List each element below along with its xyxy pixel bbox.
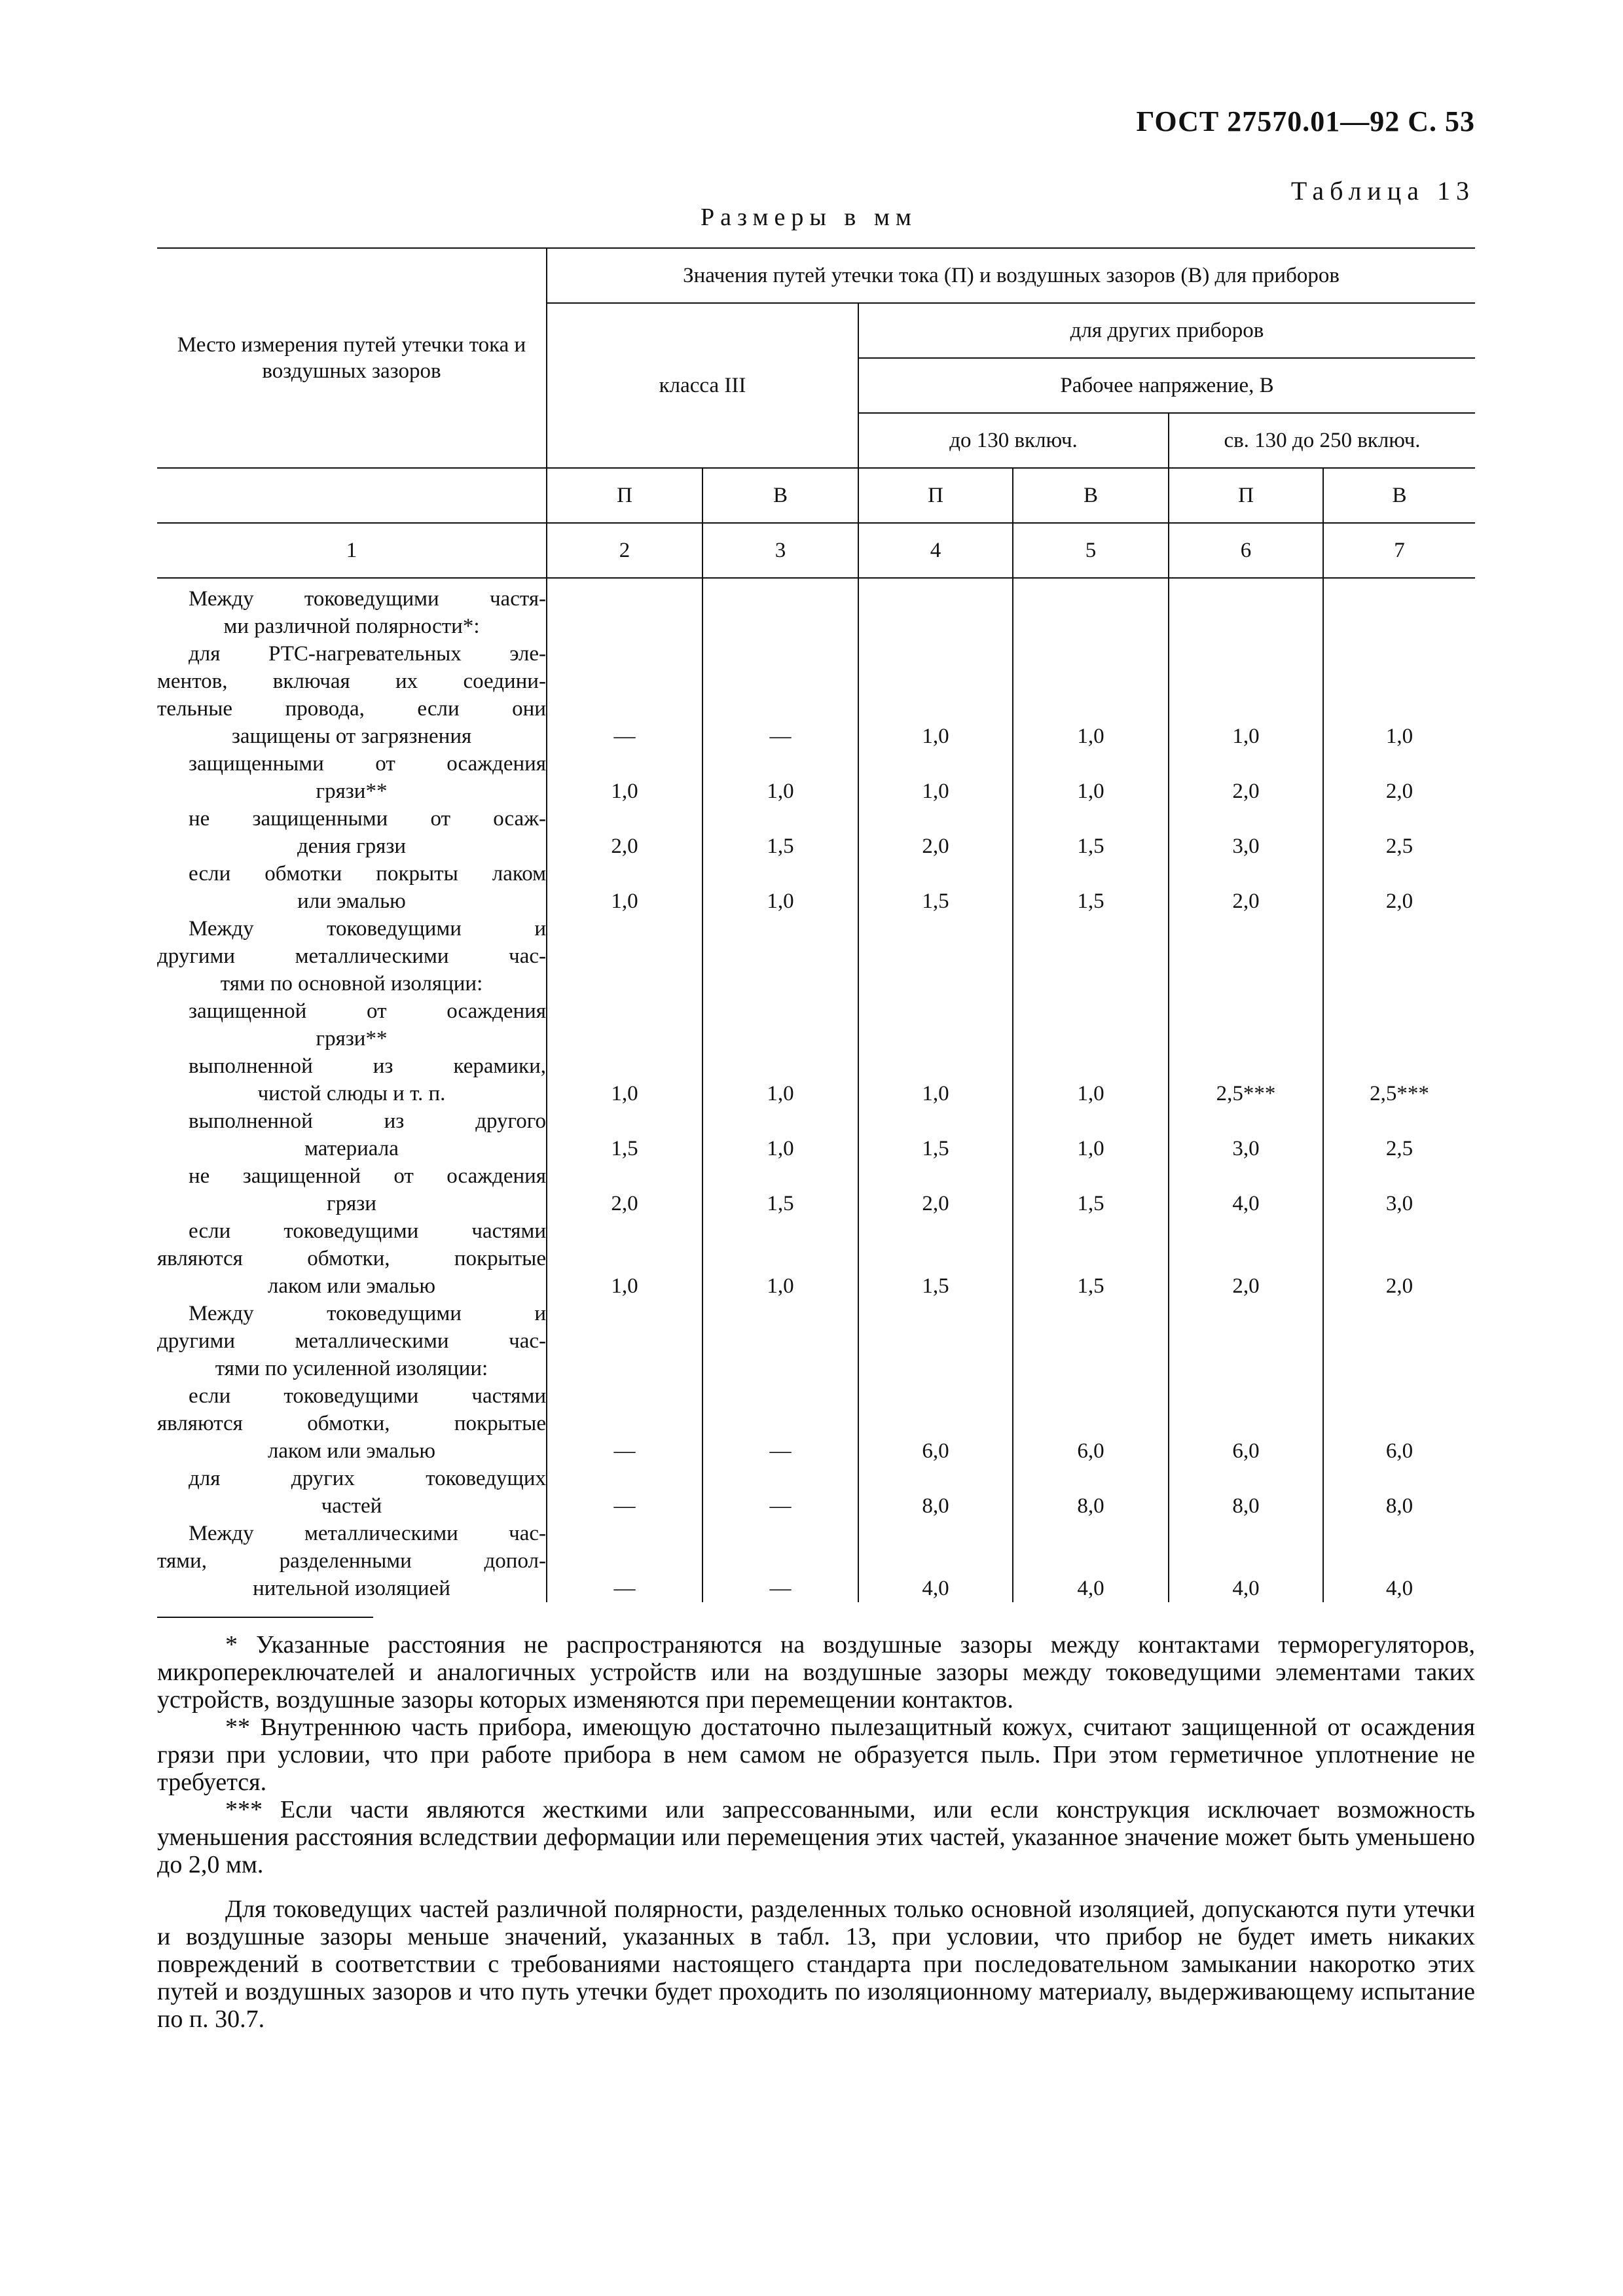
table-row (157, 1052, 1475, 1107)
value (1324, 1355, 1475, 1382)
description-line: защищены от загрязнения (231, 725, 472, 748)
value (1013, 613, 1168, 640)
value: 4,0 (922, 1577, 949, 1600)
units-caption: Размеры в мм (701, 204, 917, 231)
value: 1,0 (1385, 725, 1413, 748)
row-description (157, 1217, 547, 1300)
row-description (157, 1107, 547, 1162)
value: 3,0 (1232, 834, 1260, 858)
value: 1,0 (767, 889, 794, 913)
value (703, 613, 858, 640)
page-header: ГОСТ 27570.01—92 С. 53 (1136, 105, 1475, 137)
v-header: В (1013, 468, 1169, 523)
value (859, 613, 1012, 640)
value-cell (1323, 1107, 1475, 1162)
value-cell (1013, 1162, 1169, 1217)
value-cell (1013, 915, 1169, 997)
description-line: защищенными от осаждения (189, 752, 546, 776)
table-row (157, 1520, 1475, 1602)
table-row (157, 860, 1475, 915)
value-cell (1169, 1107, 1323, 1162)
value: 6,0 (1385, 1439, 1413, 1463)
value: — (613, 1494, 636, 1518)
value: 1,0 (611, 889, 638, 913)
row-description (157, 860, 547, 915)
value-cell (858, 1300, 1013, 1382)
table-row (157, 750, 1475, 805)
value: 1,0 (767, 780, 794, 803)
value-cell (702, 1520, 858, 1602)
value: 2,0 (1232, 1274, 1260, 1298)
value-cell (1169, 915, 1323, 997)
value-cell (547, 805, 702, 860)
description-line: ми различной полярности*: (223, 615, 480, 638)
value (859, 1025, 1012, 1052)
value: — (769, 1577, 792, 1600)
value: 1,0 (767, 1082, 794, 1105)
value-cell (1323, 805, 1475, 860)
value-cell (547, 1520, 702, 1602)
other-devices-header: для других приборов (858, 303, 1475, 358)
value-cell (1169, 1052, 1323, 1107)
value-cell (1013, 805, 1169, 860)
value: 1,0 (767, 1274, 794, 1298)
description-line: защищенной от осаждения (189, 999, 546, 1023)
value-cell (1013, 1107, 1169, 1162)
description-line: грязи** (316, 1027, 388, 1050)
value-cell (702, 1300, 858, 1382)
value-cell (1323, 915, 1475, 997)
value-cell (858, 1382, 1013, 1465)
value: 2,0 (1385, 1274, 1413, 1298)
table-row (157, 640, 1475, 750)
value: 2,5 (1385, 834, 1413, 858)
value-cell (1323, 1300, 1475, 1382)
value (1169, 613, 1322, 640)
value: — (613, 1577, 636, 1600)
value-cell (1169, 805, 1323, 860)
description-line: если обмотки покрыты лаком (189, 862, 546, 886)
value (1324, 613, 1475, 640)
value-cell (547, 915, 702, 997)
value-cell (547, 1217, 702, 1300)
group-header: Значения путей утечки тока (П) и воздушных зазоров (В) для приборов (547, 248, 1475, 303)
value-cell (547, 1382, 702, 1465)
value (547, 613, 702, 640)
value-cell (547, 1107, 702, 1162)
table-row (157, 1465, 1475, 1520)
value-cell (1169, 1162, 1323, 1217)
voltage-range-1: до 130 включ. (858, 413, 1169, 468)
value (547, 970, 702, 997)
value (703, 1355, 858, 1382)
value (1013, 970, 1168, 997)
row-description (157, 1162, 547, 1217)
description-line: тями, разделенными допол- (157, 1549, 546, 1573)
value: 6,0 (922, 1439, 949, 1463)
value-cell (1323, 1052, 1475, 1107)
description-line: тельные провода, если они (157, 697, 546, 721)
value-cell (547, 860, 702, 915)
col-number: 1 (157, 523, 547, 578)
col1-header: Место измерения путей утечки тока и воздушных зазоров (157, 248, 547, 468)
value-cell (858, 915, 1013, 997)
description-line: Между токоведущими и (189, 917, 546, 941)
description-line: являются обмотки, покрытые (157, 1247, 546, 1270)
value-cell (1169, 1520, 1323, 1602)
p-header: П (1169, 468, 1323, 523)
value-cell (1323, 578, 1475, 640)
body-paragraph: Для токоведущих частей различной полярности, разделенных только основной изоляцией, допускаются пути утечки и воздушные зазоры меньше значений, указанных в табл. 13, при условии, что прибор не будет иметь никаких повреждений в соответствии с требованиями настоящего стандарта при последовательном замыкании накоротко этих путей и воздушных зазоров и что путь утечки будет проходить по изоляционному материалу, выдерживающему испытание по п. 30.7. (157, 1895, 1475, 2033)
value (1324, 1025, 1475, 1052)
value-cell (858, 997, 1013, 1052)
value-cell (702, 578, 858, 640)
value: 6,0 (1077, 1439, 1104, 1463)
description-line: материала (304, 1137, 399, 1160)
value-cell (1169, 1465, 1323, 1520)
value-cell (1013, 578, 1169, 640)
description-line: нительной изоляцией (253, 1577, 450, 1600)
voltage-header: Рабочее напряжение, В (858, 358, 1475, 413)
row-description (157, 750, 547, 805)
value-cell (1013, 1052, 1169, 1107)
description-line: если токоведущими частями (189, 1384, 546, 1408)
value: 2,0 (1385, 889, 1413, 913)
footnote-1: * Указанные расстояния не распространяются на воздушные зазоры между контактами терморегуляторов, микропереключателей и аналогичных устройств или на воздушные зазоры между токоведущими элементами таких устройств, воздушные зазоры которых изменяются при перемещении контактов. (157, 1631, 1475, 1713)
value-cell (547, 1465, 702, 1520)
value-cell (1169, 860, 1323, 915)
description-line: тями по усиленной изоляции: (215, 1357, 488, 1380)
description-line: Между токоведущими и (189, 1302, 546, 1325)
row-description (157, 997, 547, 1052)
value-cell (1323, 997, 1475, 1052)
description-line: выполненной из другого (189, 1109, 546, 1133)
table-row (157, 1217, 1475, 1300)
value (859, 1355, 1012, 1382)
value (1169, 1025, 1322, 1052)
value-cell (547, 997, 702, 1052)
row-description (157, 640, 547, 750)
value (1013, 1355, 1168, 1382)
value-cell (1169, 1382, 1323, 1465)
value-cell (547, 750, 702, 805)
description-line: выполненной из керамики, (189, 1054, 546, 1078)
value-cell (1323, 1465, 1475, 1520)
description-line: грязи** (316, 780, 388, 803)
value: 6,0 (1232, 1439, 1260, 1463)
value: 1,5 (1077, 834, 1104, 858)
value-cell (858, 860, 1013, 915)
description-line: не защищенной от осаждения (189, 1164, 546, 1188)
row-description (157, 1300, 547, 1382)
value: 8,0 (1077, 1494, 1104, 1518)
value-cell (702, 997, 858, 1052)
value: 1,0 (1077, 780, 1104, 803)
value-cell (702, 1382, 858, 1465)
value: 2,0 (922, 834, 949, 858)
description-line: лаком или эмалью (267, 1274, 436, 1298)
row-description (157, 1465, 547, 1520)
value: 1,5 (1077, 889, 1104, 913)
v-header: В (702, 468, 858, 523)
description-line: чистой слюды и т. п. (257, 1082, 446, 1105)
value-cell (858, 805, 1013, 860)
value-cell (702, 750, 858, 805)
value: 3,0 (1385, 1192, 1413, 1215)
value-cell (1169, 578, 1323, 640)
value (859, 970, 1012, 997)
value-cell (858, 1162, 1013, 1217)
value: 2,5*** (1216, 1082, 1276, 1105)
voltage-range-2: св. 130 до 250 включ. (1169, 413, 1475, 468)
value: 1,0 (611, 1274, 638, 1298)
value: 8,0 (1232, 1494, 1260, 1518)
value-cell (702, 640, 858, 750)
value: 8,0 (922, 1494, 949, 1518)
row-description (157, 1052, 547, 1107)
value: 1,0 (1077, 1137, 1104, 1160)
description-line: Между токоведущими частя- (189, 587, 546, 611)
col-number: 7 (1323, 523, 1475, 578)
value-cell (1013, 1465, 1169, 1520)
value: 1,5 (922, 1137, 949, 1160)
value-cell (1323, 1217, 1475, 1300)
value-cell (1013, 997, 1169, 1052)
footnote-2: ** Внутреннюю часть прибора, имеющую достаточно пылезащитный кожух, считают защищенной от осаждения грязи при условии, что при работе прибора в нем самом не образуется пыль. При этом герметичное уплотнение не требуется. (157, 1713, 1475, 1796)
value: 1,0 (922, 1082, 949, 1105)
value: — (769, 725, 792, 748)
value-cell (547, 640, 702, 750)
footnote-3: *** Если части являются жесткими или запрессованными, или если конструкция исключает возможность уменьшения расстояния вследствии деформации или перемещения этих частей, указанное значение может быть уменьшено до 2,0 мм. (157, 1796, 1475, 1878)
col-number: 4 (858, 523, 1013, 578)
value-cell (858, 750, 1013, 805)
description-line: другими металлическими час- (157, 944, 546, 968)
value: 2,0 (1232, 780, 1260, 803)
value: 1,0 (922, 780, 949, 803)
value-cell (858, 1052, 1013, 1107)
value-cell (1169, 997, 1323, 1052)
value-cell (547, 1162, 702, 1217)
description-line: тями по основной изоляции: (220, 972, 483, 996)
value-cell (858, 1465, 1013, 1520)
description-line: не защищенными от осаж- (189, 807, 546, 831)
description-line: если токоведущими частями (189, 1219, 546, 1243)
value: 1,5 (767, 1192, 794, 1215)
table-row (157, 805, 1475, 860)
value: 1,5 (922, 889, 949, 913)
footnote-rule (157, 1617, 373, 1618)
value: 1,5 (1077, 1192, 1104, 1215)
value: 1,5 (767, 834, 794, 858)
value-cell (702, 1052, 858, 1107)
notes-block (157, 1631, 1475, 2033)
value: — (769, 1494, 792, 1518)
value-cell (547, 1300, 702, 1382)
table-number: Таблица 13 (1290, 176, 1475, 206)
description-line: частей (321, 1494, 382, 1518)
value: 2,0 (611, 834, 638, 858)
value-cell (858, 1217, 1013, 1300)
value-cell (858, 578, 1013, 640)
value-cell (1013, 860, 1169, 915)
value-cell (1323, 1382, 1475, 1465)
value-cell (1323, 1162, 1475, 1217)
table-row (157, 1382, 1475, 1465)
value-cell (1323, 750, 1475, 805)
col-number: 5 (1013, 523, 1169, 578)
value (547, 1025, 702, 1052)
value-cell (1013, 640, 1169, 750)
value-cell (547, 578, 702, 640)
value-cell (702, 1217, 858, 1300)
value-cell (702, 860, 858, 915)
description-line: другими металлическими час- (157, 1329, 546, 1353)
table-row (157, 997, 1475, 1052)
description-line: дения грязи (297, 834, 407, 858)
value: 2,0 (922, 1192, 949, 1215)
value-cell (1013, 1217, 1169, 1300)
table-row (157, 1107, 1475, 1162)
value: 4,0 (1232, 1577, 1260, 1600)
value: 1,0 (767, 1137, 794, 1160)
value: 2,0 (611, 1192, 638, 1215)
value: 2,0 (1385, 780, 1413, 803)
value: 1,5 (1077, 1274, 1104, 1298)
value: 1,5 (922, 1274, 949, 1298)
row-description (157, 805, 547, 860)
value-cell (1013, 1520, 1169, 1602)
value-cell (1013, 750, 1169, 805)
table-row (157, 1300, 1475, 1382)
description-line: Между металлическими час- (189, 1522, 546, 1545)
table-row (157, 578, 1475, 640)
col-number: 2 (547, 523, 702, 578)
value: — (613, 1439, 636, 1463)
value: 1,0 (1077, 725, 1104, 748)
col-number: 3 (702, 523, 858, 578)
value (1324, 970, 1475, 997)
value-cell (1013, 1382, 1169, 1465)
value: 2,0 (1232, 889, 1260, 913)
value: 2,5*** (1370, 1082, 1429, 1105)
value-cell (1323, 1520, 1475, 1602)
value-cell (1323, 860, 1475, 915)
p-header: П (858, 468, 1013, 523)
value-cell (1323, 640, 1475, 750)
table-row (157, 1162, 1475, 1217)
value-cell (858, 640, 1013, 750)
value: 8,0 (1385, 1494, 1413, 1518)
value-cell (1169, 1300, 1323, 1382)
value-cell (1169, 1217, 1323, 1300)
description-line: для других токоведущих (189, 1467, 546, 1490)
value: 1,0 (922, 725, 949, 748)
value (1169, 970, 1322, 997)
table-row (157, 915, 1475, 997)
clearance-table (157, 247, 1475, 1602)
value (703, 1025, 858, 1052)
value-cell (1169, 640, 1323, 750)
description-line: или эмалью (297, 889, 406, 913)
value: 2,5 (1385, 1137, 1413, 1160)
value-cell (702, 1162, 858, 1217)
row-description (157, 578, 547, 640)
value: 4,0 (1385, 1577, 1413, 1600)
value: 1,5 (611, 1137, 638, 1160)
value: 1,0 (611, 780, 638, 803)
value (1169, 1355, 1322, 1382)
description-line: ментов, включая их соедини- (157, 670, 546, 693)
value (703, 970, 858, 997)
value: 1,0 (1077, 1082, 1104, 1105)
row-description (157, 1520, 547, 1602)
description-line: грязи (327, 1192, 376, 1215)
value: — (769, 1439, 792, 1463)
value-cell (547, 1052, 702, 1107)
value: 1,0 (611, 1082, 638, 1105)
value-cell (702, 915, 858, 997)
row-description (157, 915, 547, 997)
value: — (613, 725, 636, 748)
description-line: для РТС-нагревательных эле- (189, 642, 546, 666)
value-cell (1013, 1300, 1169, 1382)
value (1013, 1025, 1168, 1052)
class3-header: класса III (547, 303, 858, 468)
row-description (157, 1382, 547, 1465)
value: 4,0 (1232, 1192, 1260, 1215)
value-cell (702, 805, 858, 860)
value: 3,0 (1232, 1137, 1260, 1160)
value-cell (858, 1520, 1013, 1602)
p-header: П (547, 468, 702, 523)
value-cell (702, 1465, 858, 1520)
value: 4,0 (1077, 1577, 1104, 1600)
v-header: В (1323, 468, 1475, 523)
value-cell (1169, 750, 1323, 805)
description-line: лаком или эмалью (267, 1439, 436, 1463)
value-cell (702, 1107, 858, 1162)
value: 1,0 (1232, 725, 1260, 748)
col-number: 6 (1169, 523, 1323, 578)
value (547, 1355, 702, 1382)
value-cell (858, 1107, 1013, 1162)
description-line: являются обмотки, покрытые (157, 1412, 546, 1435)
